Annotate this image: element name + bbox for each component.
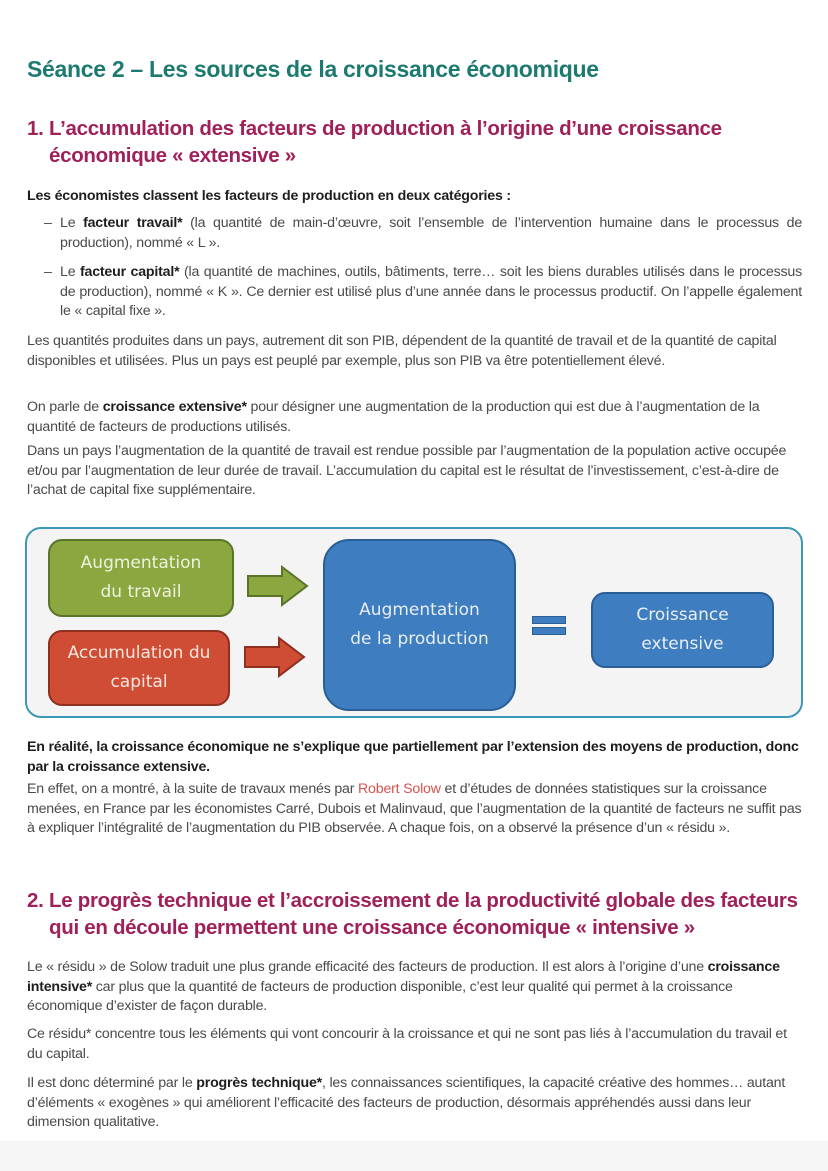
paragraph-progres-technique xyxy=(27,1074,797,1133)
text-span: Il est donc déterminé par le xyxy=(27,1075,197,1091)
term-progres-technique: progrès technique* xyxy=(196,1075,322,1091)
paragraph-croissance-extensive xyxy=(27,398,787,437)
box-label-line: Croissance xyxy=(636,605,729,625)
text-span: car plus que la quantité de facteurs de production disponible, c’est leur qualité qui permet à la croissance économique d’exister de façon durable. xyxy=(27,978,733,1014)
paragraph-residu: Ce résidu* concentre tous les éléments qui vont concourir à la croissance et qui ne sont pas liés à l’accumulation du travail et du capital. xyxy=(27,1026,787,1062)
box-label-line: Augmentation xyxy=(359,600,480,620)
robert-solow-link[interactable]: Robert Solow xyxy=(358,781,441,797)
box-extensive-growth xyxy=(591,592,774,668)
bullet-text: (la quantité de main-d’œuvre, soit l’ensemble de l’intervention humaine dans le processus de production), nommé « L ». xyxy=(60,215,803,251)
paragraph-residu-solow xyxy=(27,958,807,1017)
bullet-text: (la quantité de machines, outils, bâtiments, terre… soit les biens durables utilisés dans le processus de production), nommé « K ». Ce dernier est utilisé plus d’une année dans le processus productif. On l’appelle également le « capital fixe ». xyxy=(60,264,802,319)
bullet-dash: – xyxy=(44,264,52,280)
section-2-heading-line1: Le progrès technique et l’accroissement de la productivité globale des facteurs xyxy=(49,889,798,912)
text-span: Le « résidu » de Solow traduit une plus grande efficacité des facteurs de production. Il est alors à l’origine d’une xyxy=(27,959,708,975)
section-2-heading-line2: qui en découle permettent une croissance économique « intensive » xyxy=(49,916,695,939)
box-label-line: de la production xyxy=(350,629,489,649)
paragraph-pib: Les quantités produites dans un pays, autrement dit son PIB, dépendent de la quantité de travail et de la quantité de capital disponibles et utilisées. Plus un pays est peuplé par exemple, plus son PIB va être potentiellement élevé. xyxy=(27,333,777,369)
section-1-heading xyxy=(27,115,722,169)
section-1-number: 1. xyxy=(27,117,44,140)
box-label-line: du travail xyxy=(100,582,182,602)
bullet-prefix: Le xyxy=(60,215,84,231)
paragraph-solow xyxy=(27,780,807,839)
term-croissance-extensive: croissance extensive* xyxy=(102,399,247,415)
bullet-dash: – xyxy=(44,215,52,231)
section-1-heading-line1: L’accumulation des facteurs de production à l’origine d’une croissance xyxy=(49,117,722,140)
box-label-line: Augmentation xyxy=(80,553,202,573)
section-2-heading xyxy=(27,887,798,941)
section-1-lead: Les économistes classent les facteurs de production en deux catégories : xyxy=(27,188,511,204)
bullet-labor xyxy=(44,214,802,253)
box-label-line: Accumulation du xyxy=(67,643,211,663)
box-label-line: capital xyxy=(110,672,168,692)
text-span: pour désigner une augmentation de la production qui est due à l’augmentation de la quantité de facteurs de productions utilisés. xyxy=(27,399,760,435)
term-croissance-intensive: croissance intensive* xyxy=(27,959,780,995)
term-facteur-capital: facteur capital* xyxy=(80,264,180,280)
paragraph-en-realite: En réalité, la croissance économique ne s’explique que partiellement par l’extension des moyens de production, donc par la croissance extensive. xyxy=(27,739,799,775)
equals-icon xyxy=(532,616,566,636)
page-title: Séance 2 – Les sources de la croissance économique xyxy=(27,56,599,82)
text-span: et d’études de données statistiques sur la croissance menées, en France par les économistes Carré, Dubois et Malinvaud, que l’augmentation de la quantité de facteurs ne suffit pas à expliquer l’intégralité de l’augmentation du PIB observée. A chaque fois, on a observé la présence d’un « résidu ». xyxy=(27,781,802,836)
section-1-heading-line2: économique « extensive » xyxy=(49,144,296,167)
paragraph-accumulation: Dans un pays l’augmentation de la quantité de travail est rendue possible par l’augmentation de la population active occupée et/ou par l’augmentation de leur durée de travail. L’accumulation du capital est le résultat de l’investissement, c’est-à-dire de l’achat de capital fixe supplémentaire. xyxy=(27,443,787,498)
box-labor-increase xyxy=(48,539,234,617)
arrow-right-red-icon xyxy=(243,636,307,678)
arrow-right-green-icon xyxy=(246,565,310,607)
box-production-increase xyxy=(323,539,516,711)
text-span: , les connaissances scientifiques, la capacité créative des hommes… autant d’éléments « exogènes » qui améliorent l’efficacité des facteurs de production, désormais appréhendés aussi dans leur dimension qualitative. xyxy=(27,1075,786,1130)
box-capital-accumulation xyxy=(48,630,230,706)
extensive-growth-diagram xyxy=(25,527,803,718)
bullet-prefix: Le xyxy=(60,264,80,280)
text-span: En effet, on a montré, à la suite de travaux menés par xyxy=(27,781,359,797)
page-bottom-margin xyxy=(0,1141,828,1171)
box-label-line: extensive xyxy=(641,634,724,654)
bullet-capital xyxy=(44,263,802,322)
text-span: On parle de xyxy=(27,399,103,415)
term-facteur-travail: facteur travail* xyxy=(83,215,183,231)
section-2-number: 2. xyxy=(27,889,44,912)
